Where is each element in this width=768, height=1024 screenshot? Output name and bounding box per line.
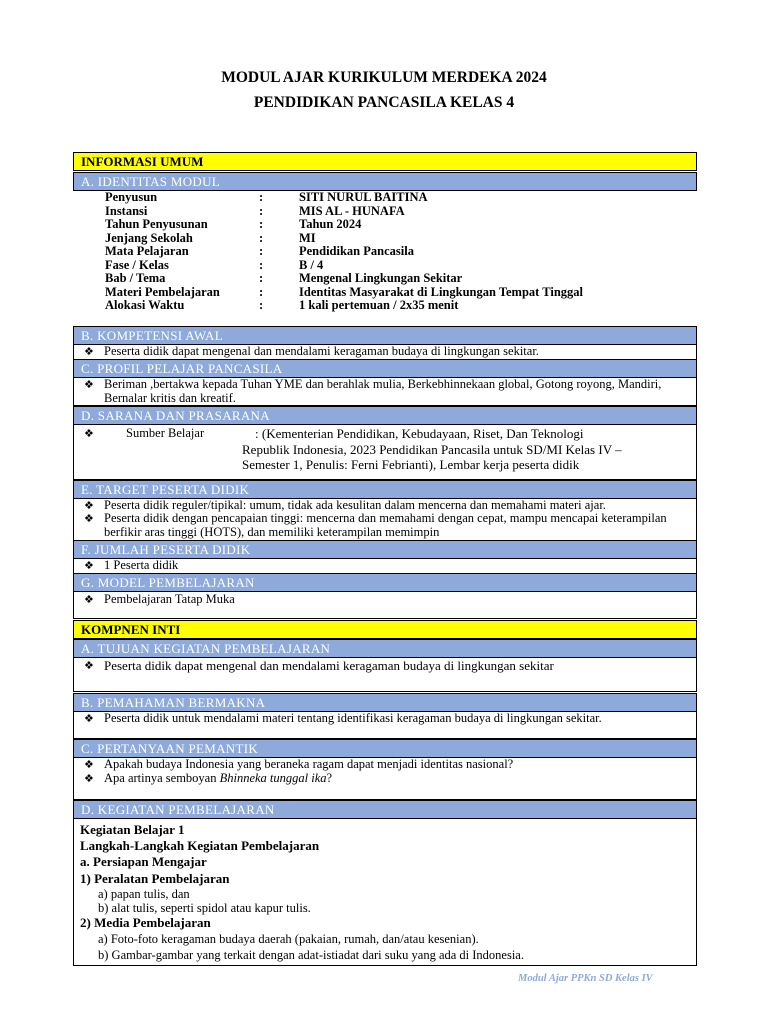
identitas-row [105,218,695,232]
bullet-icon: ❖ [84,378,94,391]
identitas-colon: : [259,271,264,285]
identitas-value: B / 4 [299,257,324,272]
peralatan-item: a) papan tulis, dan [98,887,190,901]
identitas-value: MI [299,230,316,245]
jumlah-box [73,559,697,574]
section-sarana-prasarana: D. SARANA DAN PRASARANA [73,406,697,425]
peralatan-heading: 1) Peralatan Pembelajaran [80,871,230,886]
identitas-row [105,299,695,313]
identitas-key: Penyusun [105,190,158,204]
identitas-key: Instansi [105,203,148,218]
target-box [73,499,697,541]
list-item: ❖ Peserta didik reguler/tipikal: umum, tidak ada kesulitan dalam mencerna dan memahami materi ajar. [84,498,606,512]
section-pertanyaan-pemantik: C. PERTANYAAN PEMANTIK [73,739,697,758]
list-item: ❖ Apakah budaya Indonesia yang beraneka ragam dapat menjadi identitas nasional? [84,757,514,771]
document-title: MODUL AJAR KURIKULUM MERDEKA 2024 [221,69,547,86]
identitas-value: Tahun 2024 [299,217,362,231]
identitas-key: Materi Pembelajaran [105,284,220,299]
identitas-colon: : [259,203,264,218]
identitas-row [105,286,695,300]
section-kompetensi-awal: B. KOMPETENSI AWAL [73,326,697,345]
identitas-value: Pendidikan Pancasila [299,244,414,258]
identitas-value: Mengenal Lingkungan Sekitar [299,271,463,285]
sumber-belajar-line3: Semester 1, Penulis: Ferni Febrianti), Lembar kerja peserta didik [242,457,580,472]
list-item: ❖ Pembelajaran Tatap Muka [84,592,235,606]
section-komponen-inti: KOMPNEN INTI [73,620,697,639]
bullet-icon: ❖ [84,772,94,785]
identitas-colon: : [259,257,264,272]
list-item: ❖ Beriman ,bertakwa kepada Tuhan YME dan berahlak mulia, Berkebhinnekaan global, Gotong royong, Mandiri, Bernalar kritis dan kreatif. [84,377,662,405]
identitas-value: Identitas Masyarakat di Lingkungan Tempat Tinggal [299,284,583,299]
bullet-icon: ❖ [84,559,94,572]
identitas-row [105,205,695,219]
identitas-value: SITI NURUL BAITINA [299,190,428,204]
profil-box [73,378,697,406]
identitas-value: MIS AL - HUNAFA [299,203,405,218]
sumber-belajar-line2: Republik Indonesia, 2023 Pendidikan Pancasila untuk SD/MI Kelas IV – [242,442,622,457]
identitas-colon: : [259,230,264,245]
identitas-colon: : [259,190,264,204]
tujuan-box [73,658,697,692]
identitas-colon: : [259,217,264,231]
identitas-row [105,245,695,259]
media-heading: 2) Media Pembelajaran [80,915,211,930]
bullet-icon: ❖ [84,593,94,606]
sumber-belajar-label: Sumber Belajar [126,426,205,440]
identitas-row [105,259,695,273]
persiapan-heading: a. Persiapan Mengajar [80,854,207,869]
sarana-box [73,425,697,480]
section-pemahaman-bermakna: B. PEMAHAMAN BERMAKNA [73,693,697,712]
identitas-colon: : [259,298,264,312]
bullet-icon: ❖ [84,712,94,725]
page-footer: Modul Ajar PPKn SD Kelas IV [518,973,653,984]
list-item: ❖ Peserta didik dengan pencapaian tinggi: mencerna dan memahami dengan cepat, mampu mencapai keterampilan berfikir aras tinggi (HOTS), dan memiliki keterampilan memimpin [84,511,667,539]
identitas-colon: : [259,284,264,299]
list-item: ❖ Apa artinya semboyan Bhinneka tunggal ika? [84,771,333,785]
bullet-icon: ❖ [84,499,94,512]
section-profil-pelajar: C. PROFIL PELAJAR PANCASILA [73,359,697,378]
section-kegiatan-pembelajaran: D. KEGIATAN PEMBELAJARAN [73,800,697,819]
section-identitas-modul: A. IDENTITAS MODUL [73,172,697,191]
langkah-heading: Langkah-Langkah Kegiatan Pembelajaran [80,838,320,853]
media-item: b) Gambar-gambar yang terkait dengan adat-istiadat dari suku yang ada di Indonesia. [98,948,524,962]
pemahaman-box [73,712,697,739]
identitas-key: Bab / Tema [105,271,166,285]
pertanyaan-box [73,758,697,800]
section-jumlah-peserta: F. JUMLAH PESERTA DIDIK [73,540,697,559]
kegiatan-belajar-heading: Kegiatan Belajar 1 [80,822,185,837]
identitas-key: Mata Pelajaran [105,244,189,258]
list-item: ❖ Peserta didik dapat mengenal dan mendalami keragaman budaya di lingkungan sekitar [84,658,554,673]
section-tujuan-kegiatan: A. TUJUAN KEGIATAN PEMBELAJARAN [73,639,697,658]
list-item: ❖ Peserta didik untuk mendalami materi tentang identifikasi keragaman budaya di lingkungan sekitar. [84,711,602,725]
identitas-row [105,232,695,246]
bullet-icon: ❖ [84,345,94,358]
identitas-key: Alokasi Waktu [105,298,185,312]
bullet-icon: ❖ [84,659,94,672]
identitas-value: 1 kali pertemuan / 2x35 menit [299,298,459,312]
identitas-colon: : [259,244,264,258]
identitas-row [105,272,695,286]
list-item: ❖ 1 Peserta didik [84,558,179,572]
document-subtitle: PENDIDIKAN PANCASILA KELAS 4 [253,94,515,111]
identitas-key: Jenjang Sekolah [105,230,193,245]
peralatan-item: b) alat tulis, seperti spidol atau kapur tulis. [98,901,311,915]
kegiatan-box [73,819,697,966]
bullet-icon: ❖ [84,758,94,771]
kompetensi-awal-box [73,345,697,360]
media-item: a) Foto-foto keragaman budaya daerah (pakaian, rumah, dan/atau kesenian). [98,932,479,946]
section-target-peserta: E. TARGET PESERTA DIDIK [73,480,697,499]
identitas-key: Fase / Kelas [105,257,169,272]
list-item: ❖ Peserta didik dapat mengenal dan mendalami keragaman budaya di lingkungan sekitar. [84,344,539,358]
bullet-icon: ❖ [84,427,94,440]
sumber-belajar-line1: : (Kementerian Pendidikan, Kebudayaan, Riset, Dan Teknologi [255,426,584,441]
identitas-key: Tahun Penyusunan [105,217,208,231]
section-informasi-umum: INFORMASI UMUM [73,152,697,171]
identitas-row [105,191,695,205]
section-model-pembelajaran: G. MODEL PEMBELAJARAN [73,573,697,592]
model-box [73,592,697,619]
bullet-icon: ❖ [84,512,94,525]
